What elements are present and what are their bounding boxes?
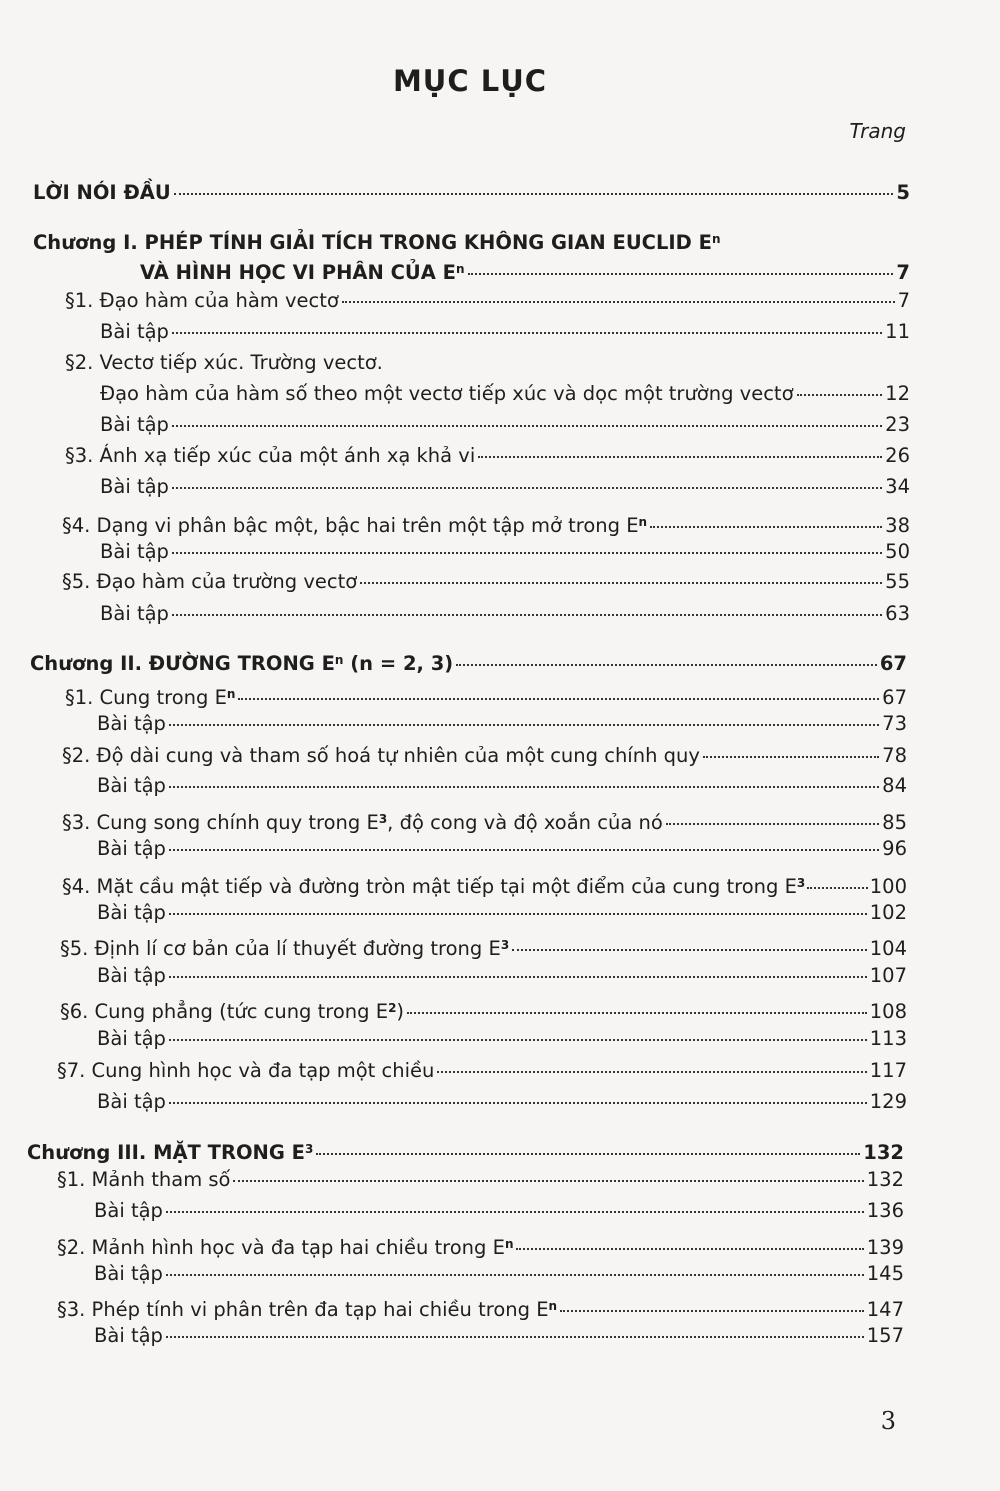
toc-entry-section-heading[interactable]: §2. Vectơ tiếp xúc. Trường vectơ. [65,351,383,374]
entry-label: LỜI NÓI ĐẦU [33,181,171,204]
entry-label: §1. Cung trong $E^n$ [65,686,236,709]
toc-entry-exercises[interactable] [100,601,910,627]
toc-entry-exercises[interactable] [97,1089,907,1115]
toc-entry-section[interactable] [57,1293,904,1323]
page-ref: 117 [869,1059,907,1082]
entry-label: §1. Đạo hàm của hàm vectơ [65,289,339,312]
toc-entry-section[interactable] [62,509,910,539]
toc-entry-section[interactable] [62,806,907,836]
dot-leader [172,332,882,334]
toc-entry-section[interactable] [62,743,907,769]
page-ref: 38 [885,514,910,537]
page-ref: 139 [866,1236,904,1259]
toc-entry-section[interactable] [62,569,910,595]
dot-leader [166,1211,864,1213]
page-ref: 5 [896,181,910,204]
entry-label: VÀ HÌNH HỌC VI PHÂN CỦA $E^n$ [140,261,465,284]
page-ref: 50 [885,540,910,563]
toc-entry-section[interactable] [57,1167,904,1193]
toc-entry-exercises[interactable] [97,836,907,862]
dot-leader [172,552,882,554]
dot-leader [560,1310,864,1312]
toc-entry-section[interactable] [65,681,907,711]
entry-label: §4. Dạng vi phân bậc một, bậc hai trên một tập mở trong $E^n$ [62,514,648,537]
entry-label: §7. Cung hình học và đa tạp một chiều [57,1059,435,1082]
page-ref: 108 [869,1000,907,1023]
page-ref: 96 [882,837,907,860]
dot-leader [437,1071,866,1073]
entry-label: §2. Độ dài cung và tham số hoá tự nhiên của một cung chính quy [62,744,700,767]
toc-entry-exercises[interactable] [97,773,907,799]
page-ref: 63 [885,602,910,625]
dot-leader [650,526,882,528]
toc-entry-exercises[interactable] [94,1323,904,1349]
entry-label: §3. Phép tính vi phân trên đa tạp hai chiều trong $E^n$ [57,1298,558,1321]
dot-leader [172,487,882,489]
entry-label: Bài tập [97,901,166,924]
page-ref: 67 [879,652,907,675]
toc-entry-subsection[interactable] [100,381,910,407]
toc-entry-exercises[interactable] [97,711,907,737]
toc-entry-section[interactable] [62,870,907,900]
entry-label: Bài tập [100,413,169,436]
page-ref: 73 [882,712,907,735]
dot-leader [169,1102,867,1104]
entry-label: §5. Định lí cơ bản của lí thuyết đường trong $E^3$ [60,937,510,960]
entry-label: Bài tập [97,837,166,860]
dot-leader [169,786,879,788]
page-number: 3 [880,1407,896,1435]
page-ref: 147 [866,1298,904,1321]
page-ref: 26 [885,444,910,467]
dot-leader [703,756,879,758]
dot-leader [169,1039,867,1041]
toc-entry-exercises[interactable] [100,412,910,438]
toc-entry-section[interactable] [60,995,907,1025]
entry-label: §2. Mảnh hình học và đa tạp hai chiều trong $E^n$ [57,1236,514,1259]
entry-label: Bài tập [97,774,166,797]
entry-label: Bài tập [94,1262,163,1285]
page-ref: 85 [882,811,907,834]
entry-label: Chương III. MẶT TRONG $E^3$ [27,1141,314,1164]
dot-leader [166,1336,864,1338]
toc-entry-exercises[interactable] [97,963,907,989]
toc-entry-chapter-3[interactable] [27,1136,904,1166]
dot-leader [316,1153,860,1155]
page-ref: 12 [885,382,910,405]
entry-label: Bài tập [100,602,169,625]
toc-entry-section[interactable] [65,443,910,469]
toc-entry-section[interactable] [57,1231,904,1261]
toc-entry-exercises[interactable] [97,900,907,926]
entry-label: Bài tập [97,1027,166,1050]
entry-label: Chương II. ĐƯỜNG TRONG $E^n$ (n = 2, 3) [30,652,454,675]
dot-leader [512,949,867,951]
chapter-1-title-line1: Chương I. PHÉP TÍNH GIẢI TÍCH TRONG KHÔNG GIAN EUCLID $E^n$ [33,231,721,254]
page-ref: 132 [866,1168,904,1191]
dot-leader [468,273,894,275]
entry-label: Bài tập [94,1324,163,1347]
toc-entry-section[interactable] [57,1058,907,1084]
page-ref: 55 [885,570,910,593]
entry-label: §4. Mặt cầu mật tiếp và đường tròn mật tiếp tại một điểm của cung trong $E^3$ [62,875,806,898]
toc-entry-chapter-2[interactable] [30,647,907,677]
dot-leader [233,1180,863,1182]
dot-leader [360,582,882,584]
entry-label: §3. Cung song chính quy trong $E^3$, độ cong và độ xoắn của nó [62,811,663,834]
toc-entry-preface[interactable] [33,180,910,206]
page-ref: 113 [869,1027,907,1050]
page-ref: 107 [869,964,907,987]
dot-leader [166,1274,864,1276]
page-ref: 7 [897,289,910,312]
page-title: MỤC LỤC [392,64,548,98]
dot-leader [169,976,867,978]
page-ref: 23 [885,413,910,436]
page-ref: 7 [896,261,910,284]
dot-leader [342,301,895,303]
page-ref: 84 [882,774,907,797]
toc-entry-exercises[interactable] [94,1261,904,1287]
entry-label: Bài tập [97,1090,166,1113]
dot-leader [797,394,883,396]
toc-entry-section[interactable] [60,932,907,962]
page-ref: 11 [885,320,910,343]
page-ref: 34 [885,475,910,498]
dot-leader [407,1012,867,1014]
dot-leader [238,698,879,700]
page-ref: 78 [882,744,907,767]
entry-label: Bài tập [94,1199,163,1222]
entry-label: §3. Ánh xạ tiếp xúc của một ánh xạ khả vi [65,444,476,467]
entry-label: Đạo hàm của hàm số theo một vectơ tiếp xúc và dọc một trường vectơ [100,382,794,405]
toc-entry-section[interactable] [65,288,910,314]
dot-leader [172,614,882,616]
entry-label: §6. Cung phẳng (tức cung trong $E^2$) [60,1000,405,1023]
toc-entry-exercises[interactable] [100,539,910,565]
dot-leader [478,456,882,458]
page-ref: 136 [866,1199,904,1222]
entry-label: Bài tập [97,712,166,735]
entry-label: §5. Đạo hàm của trường vectơ [62,570,358,593]
entry-label: Bài tập [97,964,166,987]
toc-entry-chapter-1[interactable] [140,256,910,286]
entry-label: Bài tập [100,320,169,343]
dot-leader [172,425,882,427]
dot-leader [456,664,877,666]
page-ref: 129 [869,1090,907,1113]
page-ref: 67 [882,686,907,709]
toc-entry-exercises[interactable] [97,1026,907,1052]
entry-label: Bài tập [100,540,169,563]
page-ref: 157 [866,1324,904,1347]
dot-leader [174,193,894,195]
toc-entry-exercises[interactable] [94,1198,904,1224]
page-ref: 102 [869,901,907,924]
page-ref: 132 [863,1141,904,1164]
dot-leader [169,913,867,915]
entry-label: Bài tập [100,475,169,498]
entry-label: §1. Mảnh tham số [57,1168,231,1191]
dot-leader [666,823,879,825]
dot-leader [169,724,879,726]
dot-leader [807,887,868,889]
page-ref: 100 [869,875,907,898]
page-ref: 145 [866,1262,904,1285]
dot-leader [516,1248,863,1250]
toc-entry-exercises[interactable] [100,474,910,500]
dot-leader [169,849,879,851]
page-ref: 104 [869,937,907,960]
toc-entry-exercises[interactable] [100,319,910,345]
page-column-header: Trang [849,119,906,143]
